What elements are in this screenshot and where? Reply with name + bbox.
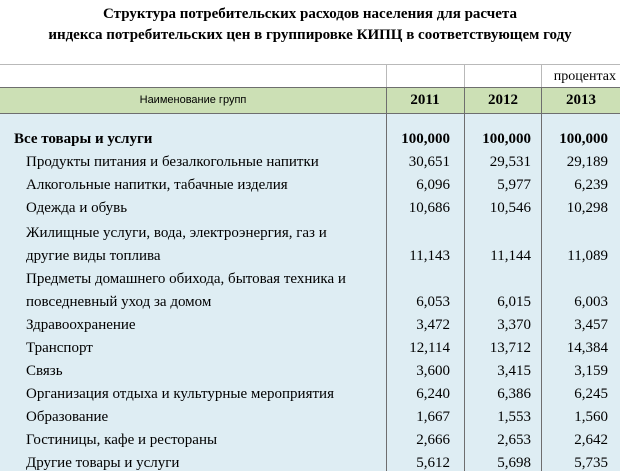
row-value-2012: 2,653 [497,432,531,448]
row-value-2012: 5,977 [497,177,531,193]
row-value-2011: 6,053 [416,294,450,310]
row-value-2011: 11,143 [409,248,450,264]
row-value-2013: 3,159 [574,363,608,379]
title-line-2: индекса потребительских цен в группировке КИПЦ в соответствующем году [48,27,572,43]
row-value-2013: 6,245 [574,386,608,402]
header-year-2013: 2013 [566,92,596,108]
row-value-2012: 1,553 [497,409,531,425]
header-year-2011: 2011 [410,92,440,108]
grid-line [386,64,387,87]
row-value-2011: 3,472 [416,317,450,333]
row-value-2013: 29,189 [566,154,608,170]
row-name: Другие товары и услуги [26,455,180,471]
row-value-2011: 3,600 [416,363,450,379]
row-name: Одежда и обувь [26,200,128,216]
row-value-2012: 3,415 [497,363,531,379]
row-value-2013: 11,089 [567,248,608,264]
row-name: другие виды топлива [26,248,161,264]
header-name: Наименование групп [139,94,247,106]
row-value-2013: 3,457 [574,317,608,333]
row-name: Связь [26,363,63,379]
row-value-2013: 100,000 [559,131,608,147]
row-value-2011: 1,667 [416,409,450,425]
column-separator [541,88,542,113]
header-year-2012: 2012 [488,92,518,108]
row-name: Продукты питания и безалкогольные напитки [26,154,319,170]
row-value-2013: 1,560 [574,409,608,425]
row-name: повседневный уход за домом [26,294,212,310]
row-value-2011: 6,096 [416,177,450,193]
unit-label: процентах [553,69,616,84]
row-name: Алкогольные напитки, табачные изделия [26,177,288,193]
row-value-2011: 5,612 [416,455,450,471]
column-separator [386,88,387,113]
row-value-2011: 10,686 [408,200,450,216]
row-value-2012: 100,000 [482,131,531,147]
column-separator [464,88,465,113]
grid-line [541,64,542,87]
row-name: Жилищные услуги, вода, электроэнергия, газ и [26,225,327,241]
table-body [0,114,620,471]
grid-line [464,64,465,87]
row-name: Здравоохранение [26,317,136,333]
table-header [0,87,620,114]
row-value-2012: 3,370 [497,317,531,333]
row-value-2013: 2,642 [574,432,608,448]
row-name: Образование [26,409,109,425]
row-value-2011: 12,114 [409,340,450,356]
row-name: Гостиницы, кафе и рестораны [26,432,218,448]
row-value-2011: 100,000 [401,131,450,147]
row-value-2011: 6,240 [416,386,450,402]
row-name: Все товары и услуги [14,131,153,147]
row-value-2013: 14,384 [566,340,608,356]
row-value-2013: 6,003 [574,294,608,310]
row-value-2012: 6,015 [497,294,531,310]
grid-line [0,64,620,65]
row-name: Предметы домашнего обихода, бытовая техника и [26,271,346,287]
row-value-2012: 29,531 [489,154,531,170]
row-value-2011: 30,651 [408,154,450,170]
table-title [0,0,620,64]
row-name: Транспорт [26,340,93,356]
row-value-2011: 2,666 [416,432,450,448]
row-value-2012: 10,546 [489,200,531,216]
row-value-2012: 5,698 [497,455,531,471]
row-value-2013: 10,298 [566,200,608,216]
title-line-1: Структура потребительских расходов населения для расчета [103,6,517,22]
row-value-2012: 6,386 [497,386,531,402]
row-name: Организация отдыха и культурные мероприятия [26,386,334,402]
row-value-2013: 6,239 [574,177,608,193]
row-value-2013: 5,735 [574,455,608,471]
row-value-2012: 13,712 [489,340,531,356]
row-value-2012: 11,144 [490,248,531,264]
